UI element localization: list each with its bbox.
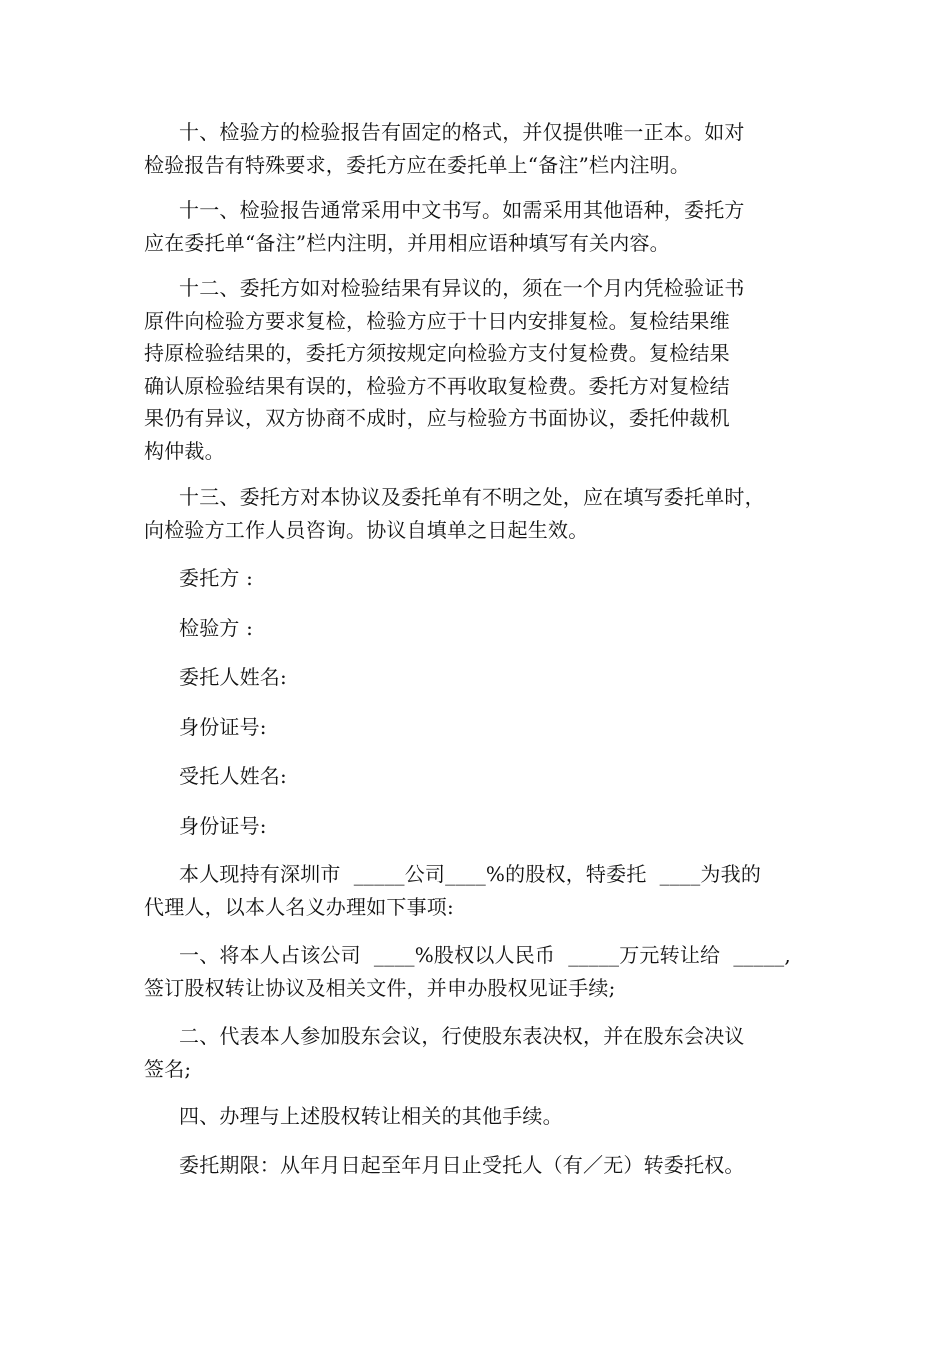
matter-four <box>144 1100 824 1133</box>
entrustment-period <box>144 1149 824 1182</box>
inspector-field <box>144 612 824 645</box>
principal-id-label: 身份证号: <box>179 714 267 739</box>
principal-name-field <box>144 661 824 694</box>
text-line: 应在委托单“备注”栏内注明，并用相应语种填写有关内容。 <box>144 230 670 255</box>
authorization-statement <box>144 858 824 923</box>
document-page <box>144 116 824 1181</box>
text-line: 检验报告有特殊要求，委托方应在委托单上“备注”栏内注明。 <box>144 152 691 177</box>
text-line: 果仍有异议，双方协商不成时，应与检验方书面协议，委托仲裁机 <box>144 406 730 430</box>
text-line: 一、将本人占该公司 ____%股权以人民币 _____万元转让给 _____, <box>179 943 791 967</box>
text-line: 向检验方工作人员咨询。协议自填单之日起生效。 <box>144 517 589 542</box>
text-line: 十二、委托方如对检验结果有异议的，须在一个月内凭检验证书 <box>179 276 745 300</box>
text-line: 持原检验结果的，委托方须按规定向检验方支付复检费。复检结果 <box>144 341 730 365</box>
text-line: 委托期限：从年月日起至年月日止受托人（有／无）转委托权。 <box>179 1152 745 1177</box>
text-line: 本人现持有深圳市 _____公司____%的股权，特委托 ____为我的 <box>179 862 762 886</box>
client-label: 委托方 : <box>179 566 254 590</box>
text-line: 代理人，以本人名义办理如下事项: <box>144 894 454 919</box>
text-line: 构仲裁。 <box>144 438 225 463</box>
agent-name-field <box>144 760 824 793</box>
principal-name-label: 委托人姓名: <box>179 665 287 689</box>
clause-ten <box>144 116 824 181</box>
agent-id-field <box>144 810 824 843</box>
clause-thirteen <box>144 481 824 546</box>
text-line: 确认原检验结果有误的，检验方不再收取复检费。委托方对复检结 <box>144 373 730 398</box>
text-line: 签名; <box>144 1056 192 1081</box>
principal-id-field <box>144 711 824 744</box>
text-line: 二、代表本人参加股东会议，行使股东表决权，并在股东会决议 <box>179 1024 745 1048</box>
text-line: 十、检验方的检验报告有固定的格式，并仅提供唯一正本。如对 <box>179 120 745 144</box>
text-line: 签订股权转让协议及相关文件，并申办股权见证手续; <box>144 975 616 1000</box>
text-line: 十三、委托方对本协议及委托单有不明之处，应在填写委托单时， <box>179 485 765 509</box>
matter-two <box>144 1020 824 1085</box>
text-line: 十一、检验报告通常采用中文书写。如需采用其他语种，委托方 <box>179 198 745 222</box>
clause-twelve <box>144 272 824 467</box>
matter-one <box>144 939 824 1004</box>
clause-eleven <box>144 194 824 259</box>
agent-id-label: 身份证号: <box>179 813 267 838</box>
client-field <box>144 562 824 595</box>
agent-name-label: 受托人姓名: <box>179 764 287 788</box>
inspector-label: 检验方 : <box>179 615 254 640</box>
text-line: 四、办理与上述股权转让相关的其他手续。 <box>179 1104 563 1128</box>
text-line: 原件向检验方要求复检，检验方应于十日内安排复检。复检结果维 <box>144 308 730 333</box>
